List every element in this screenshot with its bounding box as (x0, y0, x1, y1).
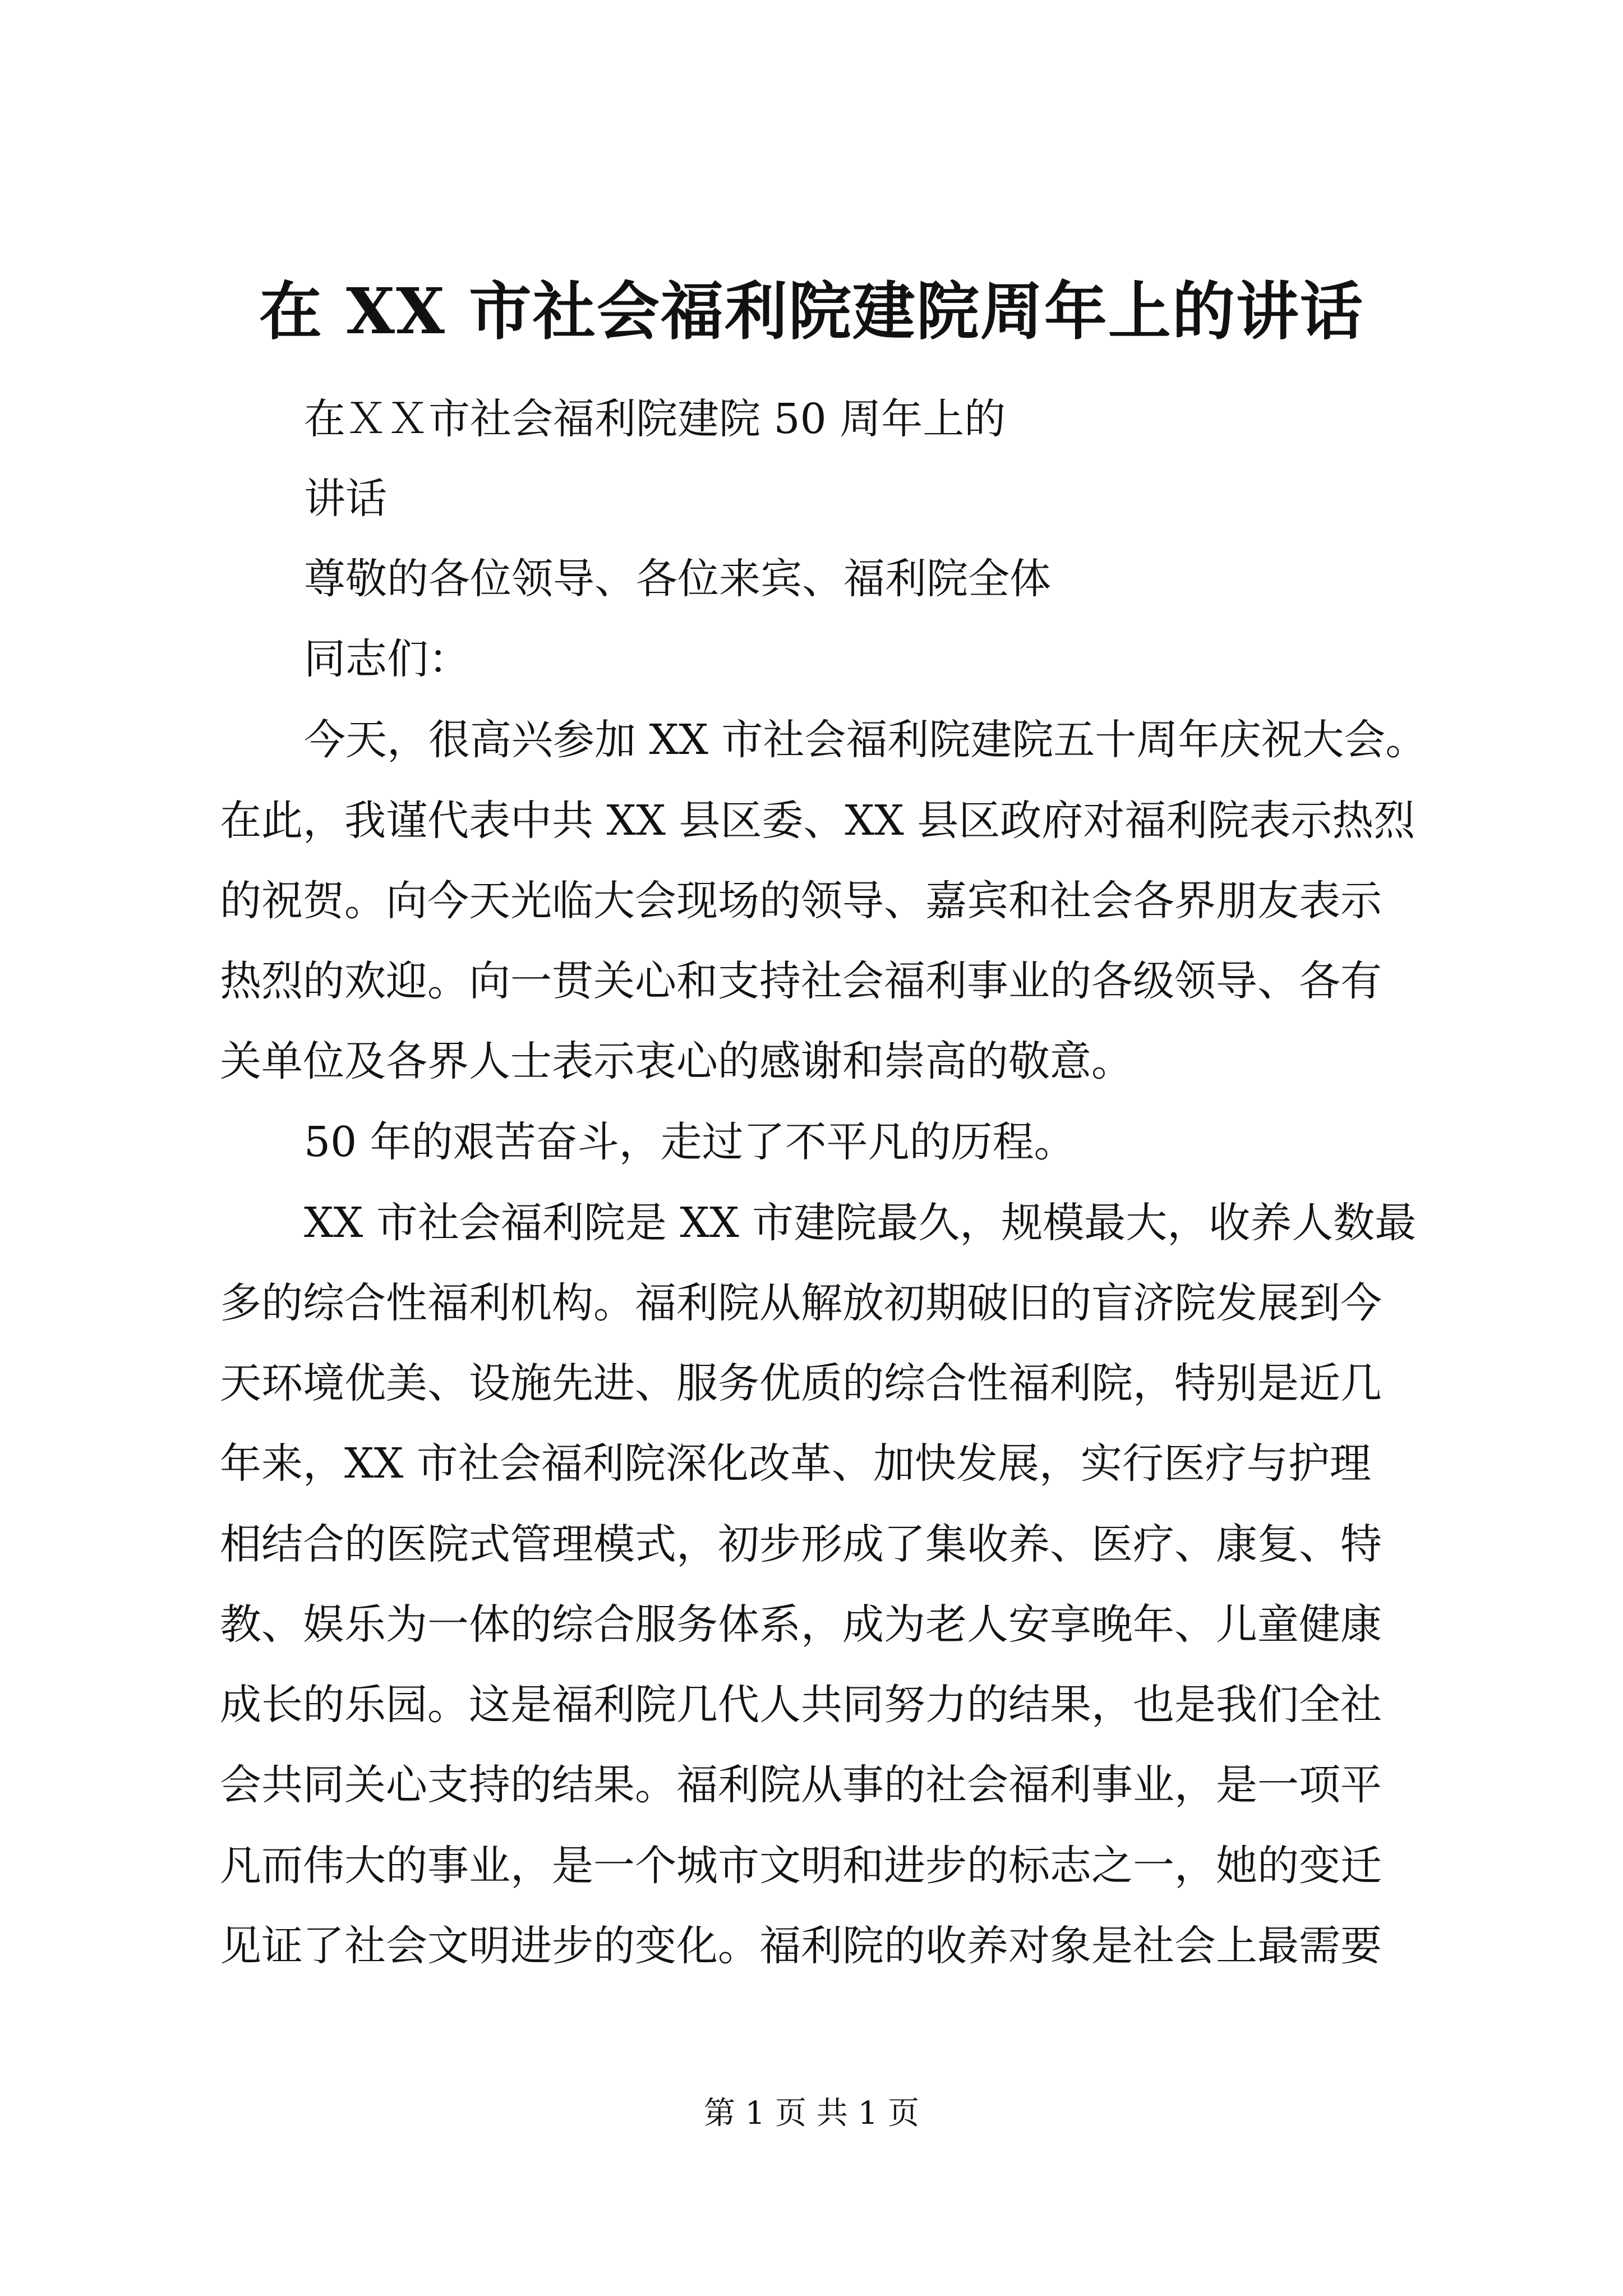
subtitle-line-1: 在ＸＸ市社会福利院建院 50 周年上的 (304, 395, 1006, 443)
paragraph-line: 见证了社会文明进步的变化。福利院的收养对象是社会上最需要 (220, 1922, 1382, 1970)
paragraph-line: 成长的乐园。这是福利院几代人共同努力的结果，也是我们全社 (220, 1681, 1382, 1729)
subtitle-line-2: 讲话 (304, 475, 387, 523)
paragraph-line: 今天，很高兴参加 XX 市社会福利院建院五十周年庆祝大会。 (304, 716, 1427, 764)
paragraph-line: 的祝贺。向今天光临大会现场的领导、嘉宾和社会各界朋友表示 (220, 877, 1382, 925)
salutation-line-2: 同志们： (304, 635, 470, 683)
paragraph-line: 在此，我谨代表中共 XX 县区委、XX 县区政府对福利院表示热烈 (220, 797, 1415, 845)
paragraph-line: 教、娱乐为一体的综合服务体系，成为老人安享晚年、儿童健康 (220, 1600, 1382, 1649)
salutation-line-1: 尊敬的各位领导、各位来宾、福利院全体 (304, 555, 1051, 603)
paragraph-line: XX 市社会福利院是 XX 市建院最久，规模最大，收养人数最 (304, 1199, 1417, 1247)
paragraph-line: 会共同关心支持的结果。福利院从事的社会福利事业，是一项平 (220, 1761, 1382, 1809)
paragraph-line: 凡而伟大的事业，是一个城市文明和进步的标志之一，她的变迁 (220, 1842, 1382, 1890)
paragraph-line: 50 年的艰苦奋斗，走过了不平凡的历程。 (304, 1118, 1076, 1166)
paragraph-line: 多的综合性福利机构。福利院从解放初期破旧的盲济院发展到今 (220, 1279, 1382, 1327)
paragraph-line: 热烈的欢迎。向一贯关心和支持社会福利事业的各级领导、各有 (220, 957, 1382, 1005)
paragraph-line: 关单位及各界人士表示衷心的感谢和崇高的敬意。 (220, 1037, 1133, 1085)
paragraph-line: 相结合的医院式管理模式，初步形成了集收养、医疗、康复、特 (220, 1520, 1382, 1568)
page-footer: 第 1 页 共 1 页 (703, 2095, 920, 2132)
document-title: 在 XX 市社会福利院建院周年上的讲话 (259, 275, 1364, 348)
paragraph-line: 天环境优美、设施先进、服务优质的综合性福利院，特别是近几 (220, 1359, 1382, 1407)
paragraph-line: 年来，XX 市社会福利院深化改革、加快发展，实行医疗与护理 (220, 1439, 1371, 1488)
